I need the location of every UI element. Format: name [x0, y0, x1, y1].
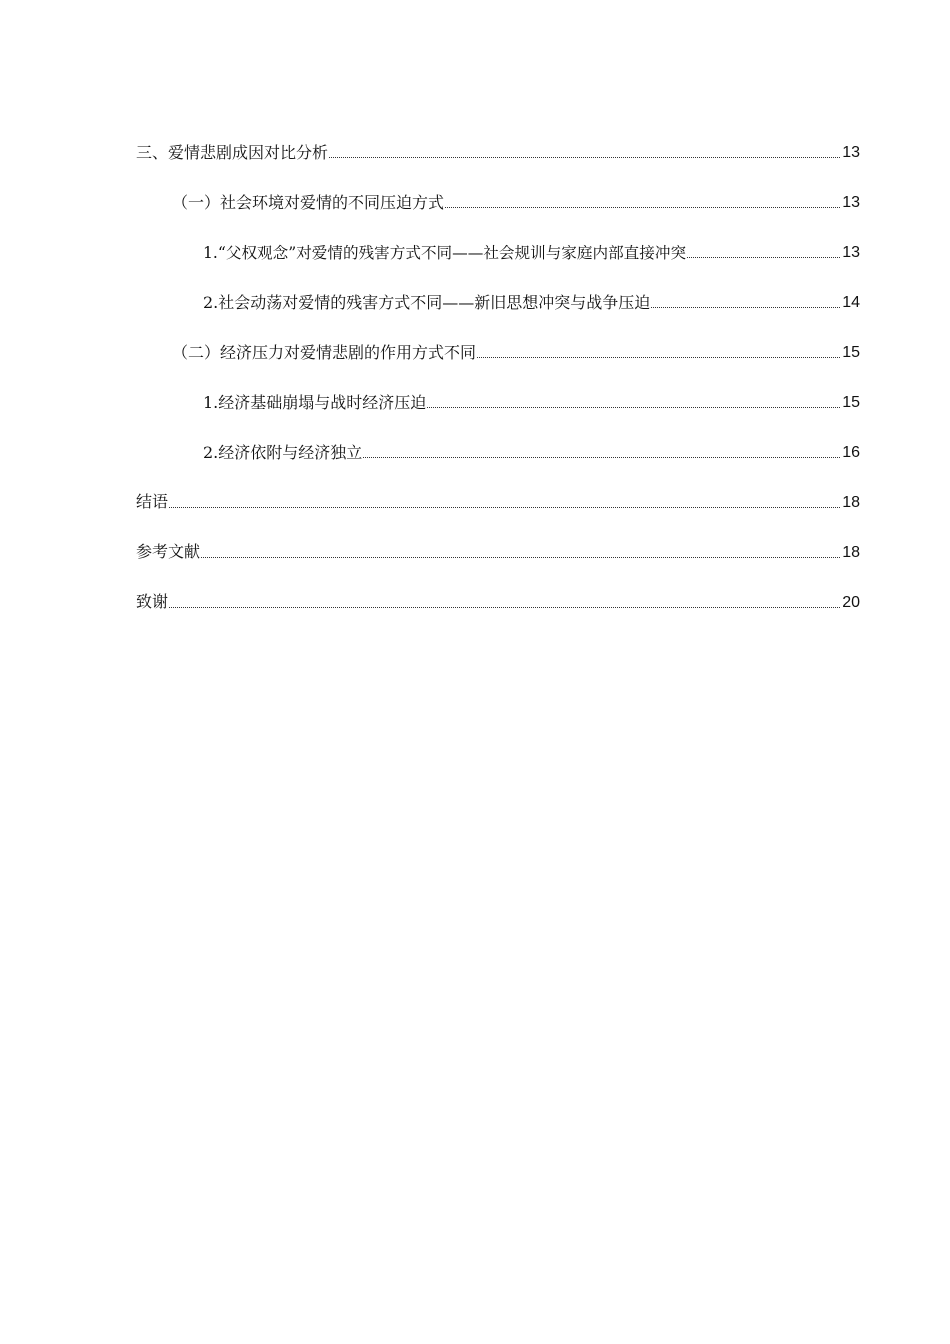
toc-entry-label: 参考文献	[136, 544, 201, 561]
toc-entry[interactable]	[136, 536, 860, 564]
toc-dot-leader	[169, 606, 840, 608]
toc-entry-page: 13	[842, 144, 860, 161]
toc-dot-leader	[445, 206, 840, 208]
toc-entry[interactable]	[136, 586, 860, 614]
toc-entry-page: 18	[842, 544, 860, 561]
toc-entry-page: 14	[842, 294, 860, 311]
toc-entry-label: （二）经济压力对爱情悲剧的作用方式不同	[172, 343, 477, 362]
toc-dot-leader	[201, 556, 840, 558]
toc-entry-page: 13	[842, 194, 860, 211]
toc-entry-page: 13	[842, 244, 860, 261]
toc-entry[interactable]	[136, 136, 860, 164]
toc-entry[interactable]	[203, 236, 860, 264]
toc-entry-label: （一）社会环境对爱情的不同压迫方式	[172, 193, 445, 212]
toc-entry[interactable]	[203, 286, 860, 314]
toc-dot-leader	[651, 306, 840, 308]
toc-entry-label: 1.经济基础崩塌与战时经济压迫	[203, 393, 427, 412]
toc-dot-leader	[363, 456, 840, 458]
toc-entry-label: 致谢	[136, 594, 169, 611]
toc-entry[interactable]	[172, 336, 860, 364]
toc-entry-label: 2.社会动荡对爱情的残害方式不同——新旧思想冲突与战争压迫	[203, 293, 651, 312]
toc-entry-label: 三、爱情悲剧成因对比分析	[136, 143, 329, 162]
toc-dot-leader	[169, 506, 840, 508]
toc-entry-label: 结语	[136, 494, 169, 511]
toc-entry[interactable]	[172, 186, 860, 214]
toc-entry-page: 15	[842, 394, 860, 411]
toc-entry-page: 15	[842, 344, 860, 361]
toc-dot-leader	[329, 156, 840, 158]
toc-entry-page: 18	[842, 494, 860, 511]
toc-entry[interactable]	[136, 486, 860, 514]
toc-entry[interactable]	[203, 386, 860, 414]
toc-entry-label: 2.经济依附与经济独立	[203, 443, 363, 462]
toc-dot-leader	[477, 356, 840, 358]
toc-entry-page: 20	[842, 594, 860, 611]
toc-entry-page: 16	[842, 444, 860, 461]
toc-dot-leader	[687, 256, 840, 258]
toc-dot-leader	[427, 406, 840, 408]
toc-entry[interactable]	[203, 436, 860, 464]
toc-entry-label: 1.“父权观念”对爱情的残害方式不同——社会规训与家庭内部直接冲突	[203, 244, 687, 262]
